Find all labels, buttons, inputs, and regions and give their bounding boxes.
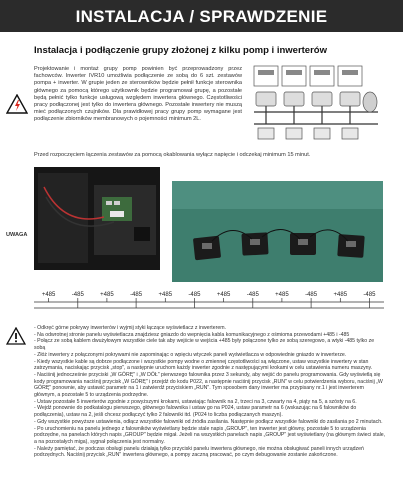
terminal-label: -485 xyxy=(130,292,143,298)
instruction-item: - Na odwrotnej stronie panelu wyświetlacza znajdziesz gniazdo do wepnięcia kabla komunikacyjnego z ośmioma przewodami +485 i -485 xyxy=(34,331,350,338)
terminal-label: -485 xyxy=(305,292,318,298)
instruction-item: - Naciśnij jednocześnie przyciski „W GÓRĘ" i „W DÓŁ" pierwszego falownika przez 3 sekundy, aby wejść do panelu programowania. Gdy wyświetlą się kody programowania naciśnij przycisk „W GÓRĘ" i przejdź do kodu P022, a następnie naciśnij przycisk „RUN" w celu potwierdzenia wyboru, naciśnij „W GÓRĘ" ponownie, aby ustawić parametr na 1 i zatwierdź przyciskiem „RUN". Tym sposobem dany inwerter ma przypisany nr.1 i jest inwerterem głównym, a pozostałe 5 to urządzenia podrzędne. xyxy=(34,371,383,399)
terminal-label: +485 xyxy=(333,292,348,298)
terminal-label: -485 xyxy=(246,292,259,298)
instruction-item: - Wejdź ponownie do podkatalogu pierwszego, głównego falownika i ustaw go na P024, ustaw parametr na 6 (wskazując na 6 falowników do podłączenia), ustaw na 2, jeśli chcesz podłączyć tylko 2 falowniki itd. (P024 to liczba podłączanych maszyn). xyxy=(34,405,357,419)
terminal-label: -485 xyxy=(363,292,376,298)
instruction-item: - Połącz ze sobą kablem dwużyłowym wszystkie ciele tak aby wejście w wejścia +485 były połączone tylko ze sobą szeregowo, a wtyki -485 tylko ze sobą xyxy=(34,338,375,352)
panels-setup-photo xyxy=(172,181,383,282)
instruction-item: - Kiedy wszystkie kable są dobrze podłączone i wszystkie pompy wodne o zmiennej częstotliwości są włączone, ustaw wszystkie inwertery w stan zatrzymania, naciskając przycisk „stop", a następnie uruchom każdy inwerter zgodnie z następującymi krokami w celu ustawienia numeru maszyny. xyxy=(34,358,373,372)
wiring-terminal-strip xyxy=(34,288,384,314)
instruction-item: - Gdy wszystkie powyższe ustawienia, odłącz wszystkie falowniki od źródła zasilania. Następnie podłącz wszystkie falowniki do zasilania po 2 minutach. xyxy=(34,418,383,425)
terminal-label: -485 xyxy=(71,292,84,298)
instruction-item: - Złóż inwertery z połączonymi pokrywami nie zapominając o wpięciu wtyczek paneli wyświetlacza w odpowiednie gniazdo w inwerterze. xyxy=(34,351,347,358)
page-header xyxy=(0,0,403,32)
terminal-label: -485 xyxy=(188,292,201,298)
terminal-label: +485 xyxy=(158,292,173,298)
pump-group-diagram xyxy=(252,62,382,142)
terminal-label: +485 xyxy=(41,292,56,298)
instruction-item: - Ustaw pozostałe 5 inwerterów zgodnie z powyższymi krokami, ustawiając falownik na 2, trzeci na 3, czwarty na 4, piąty na 5, a szósty na 6. xyxy=(34,398,357,405)
warning-icon xyxy=(6,327,26,345)
inverter-wiring-photo xyxy=(34,167,160,270)
terminal-label: +485 xyxy=(100,292,114,298)
page-title: INSTALACJA / SPRAWDZENIE xyxy=(75,7,328,26)
terminal-label: +485 xyxy=(275,292,289,298)
instruction-item: - Należy pamiętać, że podczas obsługi panelu działają tylko przyciski panelu inwertera głównego, nie można obsługiwać paneli innych urządzeń podrzędnych. Naciśnij przycisk „RUN" inwertera głównego, a pompy zaczną pracować, po czym debugowanie zostanie zakończone. xyxy=(34,445,364,459)
uwaga-label: UWAGA xyxy=(6,232,28,238)
instruction-list xyxy=(34,325,386,459)
terminal-label: +485 xyxy=(216,292,231,298)
pre-connection-note: Przed rozpoczęciem łączenia zestawów za pomocą okablowania wyłącz napięcie i odczekaj minimum 15 minut. xyxy=(34,152,311,158)
instruction-item: - Po uruchomieniu na panelu jednego z falowników wyświetlany będzie stale napis „GROUP", ten inwerter jest główny, pozostałe 5 to urządzenia podrzędne, na panelach których napis „GROUP" będzie migał. Jeżeli na wszystkich panelach napis „GROUP" jest wyświetlany (na głównym świeci stale, a na pozostałych miga), sygnał połączenia jest normalny. xyxy=(34,425,386,445)
instruction-item: - Odkręć górne pokrywy inwerterów i wyjmij styki łączące wyświetlacz z inwerterem. xyxy=(34,325,226,331)
section-title: Instalacja i podłączenie grupy złożonej z kilku pomp i inwerterów xyxy=(34,45,327,56)
electric-warning-icon xyxy=(6,94,28,114)
intro-paragraph: Projektowanie i montaż grupy pomp powinien być przeprowadzony przez fachowców. Inwerter IVR10 umożliwia podłączenie ze sobą do 6 szt. zestawów pompa + inwerter. W grupie jeden ze sterowników będzie pełnił funkcje sterownika głównego za pomocą którego użytkownik będzie programował grupę, a pozostałe będą pełnić tylko funkcje usługową względem inwertera głównego. Częstotliwości pracy podłączonej jest tylko do inwertera głównego. Pozostałe inwertery nie muszą mieć podłączonych czujników. Dla prawidłowej pracy grupy pomp wymagane jest podłączenie zbiorników membranowych o pojemności minimum 2L. xyxy=(34,66,242,123)
